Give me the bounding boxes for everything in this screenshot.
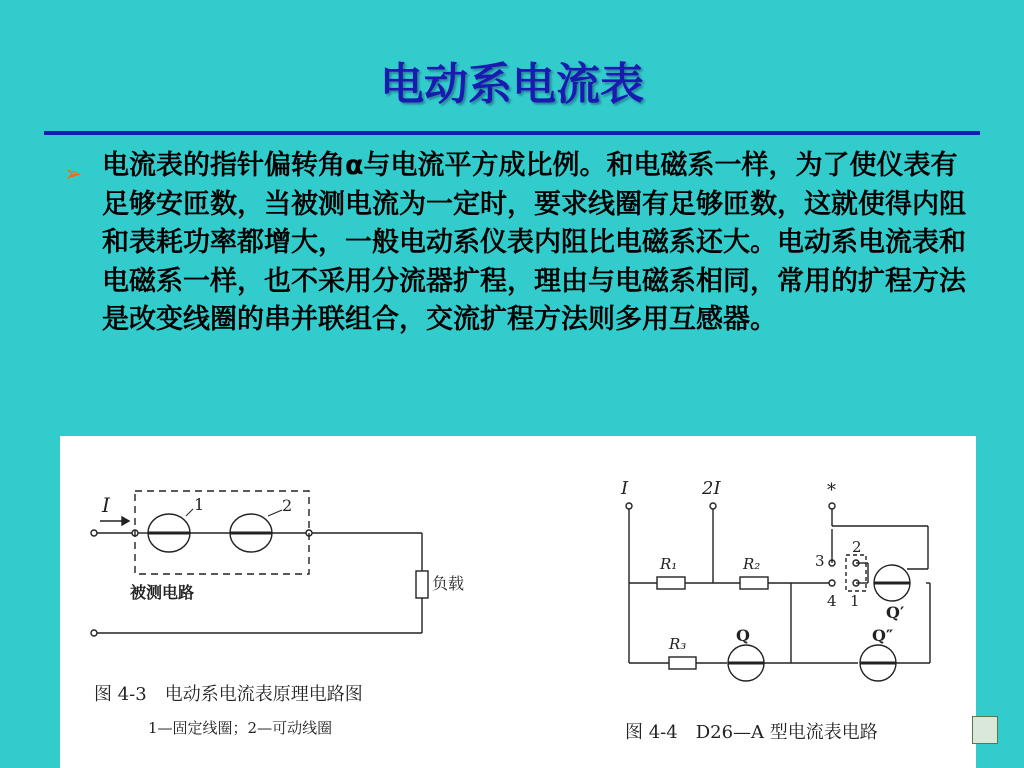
slide-title: 电动系电流表 xyxy=(380,59,644,110)
fig44-term-2i: 2I xyxy=(702,478,721,499)
slide-nav-button[interactable] xyxy=(972,716,998,744)
fig44-qprime-label: Q′ xyxy=(886,603,905,622)
fig44-q-label: Q xyxy=(736,626,750,645)
fig43-caption: 图 4-3 电动系电流表原理电路图 xyxy=(94,684,363,705)
fig43-subcaption: 1—固定线圈；2—可动线圈 xyxy=(148,719,333,737)
fig44-pin2: 2 xyxy=(852,538,862,556)
fig43-current-label: I xyxy=(102,493,110,517)
fig44-term-star: * xyxy=(827,480,836,501)
fig43-load-label: 负载 xyxy=(432,574,465,593)
fig-4-4-diagram xyxy=(626,503,930,681)
circuit-figure xyxy=(60,436,976,768)
fig43-coil1-number: 1 xyxy=(194,495,205,514)
fig44-qdprime-label: Q″ xyxy=(872,626,894,645)
fig44-caption: 图 4-4 D26—A 型电流表电路 xyxy=(625,722,878,743)
bullet-arrow-icon: ➢ xyxy=(64,162,83,187)
fig44-r1-label: R₁ xyxy=(660,555,678,573)
fig44-pin1: 1 xyxy=(850,592,860,610)
fig43-coil2-number: 2 xyxy=(282,496,293,515)
title-divider xyxy=(44,131,980,135)
fig-4-3-diagram xyxy=(91,491,428,636)
fig44-r3-label: R₃ xyxy=(669,635,687,653)
circuit-diagrams xyxy=(60,436,976,768)
fig44-r2-label: R₂ xyxy=(743,555,761,573)
fig43-circuit-label: 被测电路 xyxy=(130,583,195,602)
body-paragraph: 电流表的指针偏转角α与电流平方成比例。和电磁系一样，为了使仪表有足够安匝数，当被测电流为一定时，要求线圈有足够匝数，这就使得内阻和表耗功率都增大，一般电动系仪表内阻比电磁系还大。电动系电流表和电磁系一样，也不采用分流器扩程，理由与电磁系相同，常用的扩程方法是改变线圈的串并联组合，交流扩程方法则多用互感器。 xyxy=(102,150,966,335)
fig44-pin3: 3 xyxy=(815,552,825,570)
fig44-pin4: 4 xyxy=(827,592,837,610)
fig44-term-i: I xyxy=(621,478,629,499)
